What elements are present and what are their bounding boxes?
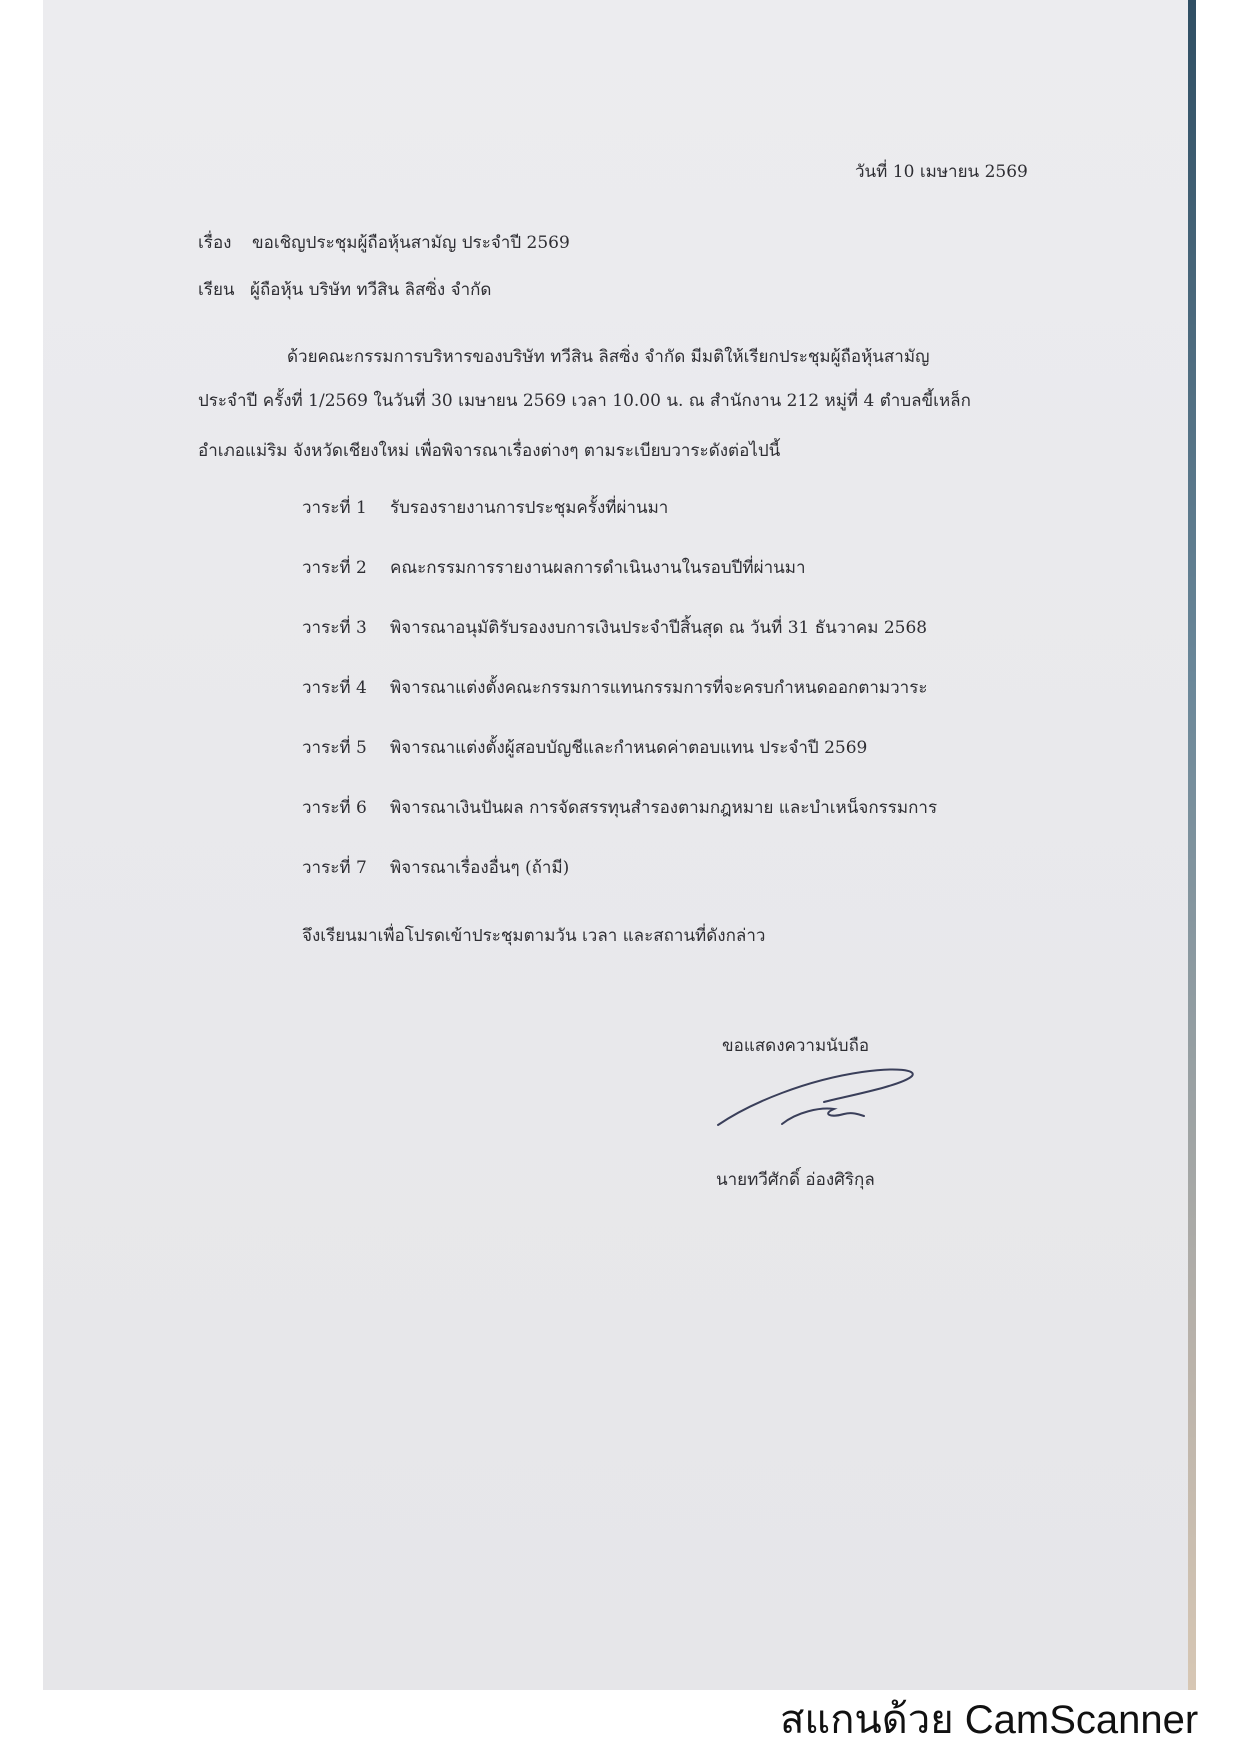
regards-text: ขอแสดงความนับถือ xyxy=(722,1036,870,1056)
agenda-number-6: วาระที่ 6 xyxy=(302,798,367,818)
agenda-text-2: คณะกรรมการรายงานผลการดำเนินงานในรอบปีที่ผ่านมา xyxy=(390,558,806,578)
body-line-1: ด้วยคณะกรรมการบริหารของบริษัท ทวีสิน ลิสซิ่ง จำกัด มีมติให้เรียกประชุมผู้ถือหุ้นสามัญ xyxy=(287,347,930,367)
page-margin xyxy=(1196,0,1240,1690)
agenda-text-6: พิจารณาเงินปันผล การจัดสรรทุนสำรองตามกฎหมาย และบำเหน็จกรรมการ xyxy=(390,798,938,818)
agenda-number-3: วาระที่ 3 xyxy=(302,618,367,638)
recipient-text: ผู้ถือหุ้น บริษัท ทวีสิน ลิสซิ่ง จำกัด xyxy=(250,280,492,300)
agenda-number-1: วาระที่ 1 xyxy=(302,498,367,518)
agenda-text-3: พิจารณาอนุมัติรับรองงบการเงินประจำปีสิ้นสุด ณ วันที่ 31 ธันวาคม 2568 xyxy=(390,618,928,638)
camscanner-watermark: สแกนด้วย CamScanner xyxy=(780,1698,1199,1742)
signer-name: นายทวีศักดิ์ อ่องศิริกุล xyxy=(716,1170,875,1190)
scanned-paper xyxy=(43,0,1188,1690)
agenda-text-5: พิจารณาแต่งตั้งผู้สอบบัญชีและกำหนดค่าตอบแทน ประจำปี 2569 xyxy=(390,738,868,758)
agenda-number-7: วาระที่ 7 xyxy=(302,858,367,878)
agenda-text-4: พิจารณาแต่งตั้งคณะกรรมการแทนกรรมการที่จะครบกำหนดออกตามวาระ xyxy=(390,678,928,698)
paper-edge-shadow xyxy=(1188,0,1196,1690)
subject-text: ขอเชิญประชุมผู้ถือหุ้นสามัญ ประจำปี 2569 xyxy=(252,233,570,253)
agenda-number-4: วาระที่ 4 xyxy=(302,678,367,698)
recipient-label: เรียน xyxy=(198,280,235,300)
body-line-3: อำเภอแม่ริม จังหวัดเชียงใหม่ เพื่อพิจารณาเรื่องต่างๆ ตามระเบียบวาระดังต่อไปนี้ xyxy=(198,441,781,461)
closing-sentence: จึงเรียนมาเพื่อโปรดเข้าประชุมตามวัน เวลา และสถานที่ดังกล่าว xyxy=(302,926,766,946)
signature-mark xyxy=(712,1062,922,1132)
agenda-number-2: วาระที่ 2 xyxy=(302,558,367,578)
body-line-2: ประจำปี ครั้งที่ 1/2569 ในวันที่ 30 เมษายน 2569 เวลา 10.00 น. ณ สำนักงาน 212 หมู่ที่ 4 ตำบลขี้เหล็ก xyxy=(198,391,971,411)
agenda-text-1: รับรองรายงานการประชุมครั้งที่ผ่านมา xyxy=(390,498,669,518)
agenda-text-7: พิจารณาเรื่องอื่นๆ (ถ้ามี) xyxy=(390,858,570,878)
agenda-number-5: วาระที่ 5 xyxy=(302,738,367,758)
letter-date: วันที่ 10 เมษายน 2569 xyxy=(855,162,1028,182)
subject-label: เรื่อง xyxy=(198,233,232,253)
